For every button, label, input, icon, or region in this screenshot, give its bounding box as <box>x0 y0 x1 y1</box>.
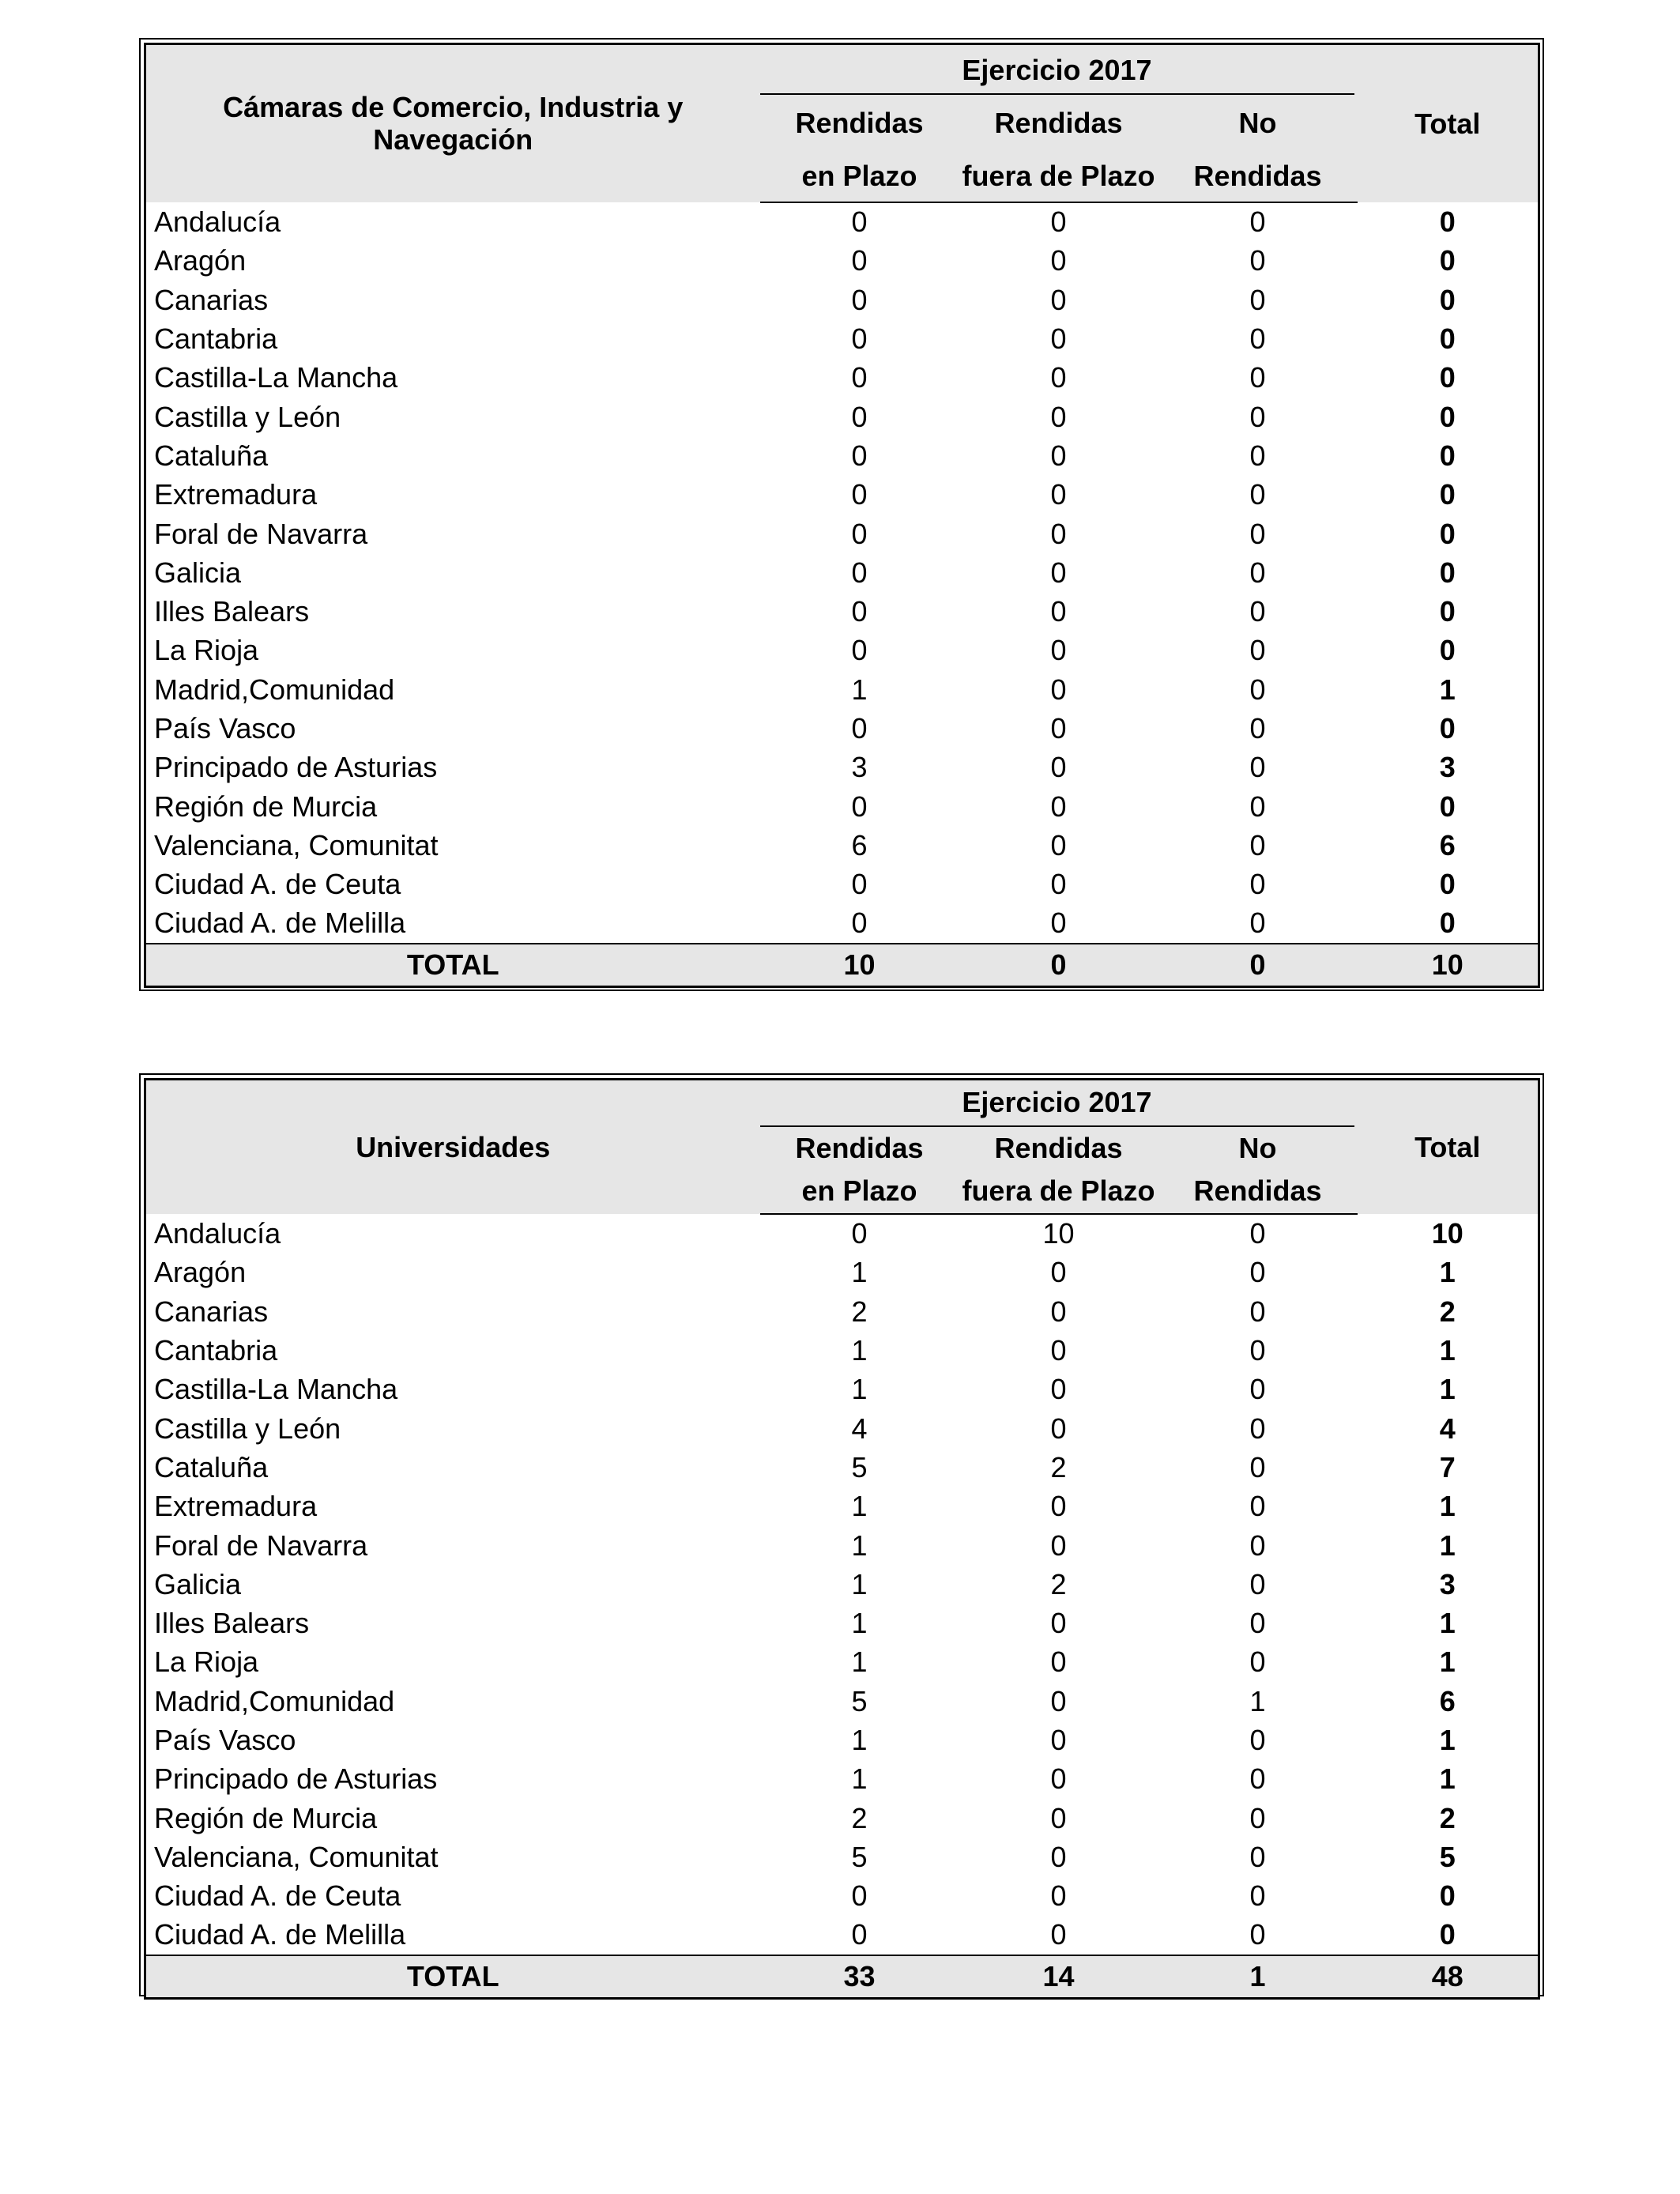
universidades-table <box>144 1078 1540 2000</box>
total-heading: Total <box>1358 1080 1539 1214</box>
col-a-heading-line1: Rendidas <box>760 1127 959 1170</box>
rendidas-en-plazo-cell: 0 <box>851 1879 868 1913</box>
rendidas-en-plazo-cell: 3 <box>851 751 868 784</box>
col-a-heading-line1: Rendidas <box>760 95 959 152</box>
region-cell: Valenciana, Comunitat <box>154 828 439 861</box>
region-cell: Castilla y León <box>154 400 341 433</box>
no-rendidas-cell: 0 <box>1249 283 1266 316</box>
rendidas-fuera-plazo-cell: 0 <box>1050 400 1067 433</box>
region-cell: Extremadura <box>154 478 318 511</box>
row-total-cell: 3 <box>1439 1567 1456 1600</box>
region-cell: Foral de Navarra <box>154 1529 368 1562</box>
rendidas-en-plazo-cell: 0 <box>851 283 868 316</box>
region-cell: Cantabria <box>154 322 278 356</box>
rendidas-en-plazo-cell: 5 <box>851 1684 868 1717</box>
row-total-cell: 0 <box>1439 907 1456 940</box>
no-rendidas-cell: 0 <box>1249 205 1266 239</box>
camaras-table-body <box>145 202 1539 944</box>
row-total-cell: 0 <box>1439 1879 1456 1913</box>
no-rendidas-cell: 0 <box>1249 634 1266 667</box>
total-row-b: 0 <box>959 944 1158 987</box>
no-rendidas-cell: 0 <box>1249 1295 1266 1328</box>
camaras-table-frame <box>139 38 1544 991</box>
table-row <box>145 748 1539 787</box>
rendidas-en-plazo-cell: 1 <box>851 1256 868 1289</box>
rendidas-en-plazo-cell: 4 <box>851 1412 868 1445</box>
total-row-label: TOTAL <box>145 1955 760 1999</box>
rendidas-fuera-plazo-cell: 0 <box>1050 1295 1067 1328</box>
rendidas-fuera-plazo-cell: 0 <box>1050 595 1067 628</box>
total-row-c: 0 <box>1158 944 1358 987</box>
table-row <box>145 281 1539 319</box>
no-rendidas-cell: 0 <box>1249 907 1266 940</box>
universidades-table-header <box>145 1080 1539 1214</box>
rendidas-fuera-plazo-cell: 2 <box>1050 1567 1067 1600</box>
row-total-cell: 1 <box>1439 1607 1456 1640</box>
no-rendidas-cell: 0 <box>1249 1256 1266 1289</box>
rendidas-fuera-plazo-cell: 0 <box>1050 1879 1067 1913</box>
rendidas-fuera-plazo-cell: 0 <box>1050 907 1067 940</box>
region-cell: Canarias <box>154 283 269 316</box>
table-row <box>145 1526 1539 1565</box>
rendidas-fuera-plazo-cell: 0 <box>1050 751 1067 784</box>
table-row <box>145 1487 1539 1526</box>
col-c-heading-line2: Rendidas <box>1158 152 1358 202</box>
rendidas-en-plazo-cell: 0 <box>851 439 868 472</box>
rendidas-fuera-plazo-cell: 0 <box>1050 1762 1067 1796</box>
total-row-a: 33 <box>760 1955 959 1999</box>
region-cell: Aragón <box>154 1256 247 1289</box>
universidades-table-body <box>145 1214 1539 1956</box>
rendidas-fuera-plazo-cell: 0 <box>1050 1412 1067 1445</box>
table-row <box>145 1877 1539 1916</box>
rendidas-fuera-plazo-cell: 0 <box>1050 1529 1067 1562</box>
region-cell: Valenciana, Comunitat <box>154 1840 439 1873</box>
no-rendidas-cell: 0 <box>1249 595 1266 628</box>
no-rendidas-cell: 0 <box>1249 1840 1266 1873</box>
table-row <box>145 1448 1539 1487</box>
no-rendidas-cell: 0 <box>1249 1373 1266 1406</box>
no-rendidas-cell: 0 <box>1249 244 1266 277</box>
rendidas-en-plazo-cell: 0 <box>851 790 868 823</box>
no-rendidas-cell: 0 <box>1249 1334 1266 1367</box>
rendidas-en-plazo-cell: 0 <box>851 361 868 394</box>
region-cell: Ciudad A. de Melilla <box>154 1918 406 1951</box>
table-row <box>145 904 1539 944</box>
rendidas-fuera-plazo-cell: 0 <box>1050 556 1067 589</box>
row-total-cell: 0 <box>1439 634 1456 667</box>
row-total-cell: 1 <box>1439 1490 1456 1523</box>
no-rendidas-cell: 0 <box>1249 1607 1266 1640</box>
table-row <box>145 865 1539 904</box>
rendidas-fuera-plazo-cell: 2 <box>1050 1450 1067 1483</box>
total-row-total: 48 <box>1358 1955 1539 1999</box>
row-total-cell: 1 <box>1439 1646 1456 1679</box>
col-b-heading-line2: fuera de Plazo <box>959 1170 1158 1214</box>
rendidas-fuera-plazo-cell: 0 <box>1050 478 1067 511</box>
row-total-cell: 1 <box>1439 673 1456 706</box>
table-row <box>145 592 1539 631</box>
no-rendidas-cell: 0 <box>1249 1918 1266 1951</box>
row-total-cell: 0 <box>1439 868 1456 901</box>
table-row <box>145 787 1539 826</box>
row-total-cell: 0 <box>1439 439 1456 472</box>
rendidas-en-plazo-cell: 5 <box>851 1840 868 1873</box>
rendidas-en-plazo-cell: 1 <box>851 1762 868 1796</box>
no-rendidas-cell: 0 <box>1249 1412 1266 1445</box>
no-rendidas-cell: 0 <box>1249 517 1266 550</box>
table-row <box>145 1643 1539 1682</box>
table-row <box>145 826 1539 865</box>
table-row <box>145 515 1539 553</box>
region-cell: Cantabria <box>154 1334 278 1367</box>
row-total-cell: 0 <box>1439 478 1456 511</box>
table-row <box>145 359 1539 398</box>
rendidas-fuera-plazo-cell: 0 <box>1050 1607 1067 1640</box>
rendidas-fuera-plazo-cell: 0 <box>1050 828 1067 861</box>
rendidas-en-plazo-cell: 0 <box>851 868 868 901</box>
region-cell: País Vasco <box>154 1724 296 1756</box>
rendidas-fuera-plazo-cell: 0 <box>1050 868 1067 901</box>
rendidas-fuera-plazo-cell: 0 <box>1050 634 1067 667</box>
region-cell: Castilla-La Mancha <box>154 361 398 394</box>
table-row <box>145 1253 1539 1292</box>
total-row-b: 14 <box>959 1955 1158 1999</box>
region-cell: Illes Balears <box>154 1607 310 1640</box>
region-cell: Castilla-La Mancha <box>154 1373 398 1406</box>
row-total-cell: 0 <box>1439 517 1456 550</box>
region-cell: Extremadura <box>154 1490 318 1523</box>
no-rendidas-cell: 0 <box>1249 1567 1266 1600</box>
rendidas-en-plazo-cell: 1 <box>851 673 868 706</box>
rendidas-fuera-plazo-cell: 0 <box>1050 673 1067 706</box>
rendidas-fuera-plazo-cell: 0 <box>1050 1840 1067 1873</box>
table-row <box>145 1370 1539 1409</box>
rendidas-fuera-plazo-cell: 0 <box>1050 439 1067 472</box>
rendidas-en-plazo-cell: 0 <box>851 244 868 277</box>
col-c-heading-line1: No <box>1158 95 1358 152</box>
region-cell: Cataluña <box>154 1450 269 1483</box>
rendidas-en-plazo-cell: 0 <box>851 205 868 239</box>
region-cell: País Vasco <box>154 712 296 745</box>
universidades-table-frame <box>139 1073 1544 1996</box>
no-rendidas-cell: 0 <box>1249 1646 1266 1679</box>
rendidas-fuera-plazo-cell: 0 <box>1050 205 1067 239</box>
rendidas-fuera-plazo-cell: 0 <box>1050 1918 1067 1951</box>
table-row <box>145 631 1539 670</box>
region-cell: Región de Murcia <box>154 790 378 823</box>
rendidas-en-plazo-cell: 1 <box>851 1334 868 1367</box>
rendidas-en-plazo-cell: 0 <box>851 1918 868 1951</box>
row-total-cell: 4 <box>1439 1412 1456 1445</box>
row-total-cell: 1 <box>1439 1529 1456 1562</box>
rendidas-en-plazo-cell: 1 <box>851 1373 868 1406</box>
region-cell: Principado de Asturias <box>154 1762 438 1796</box>
table-row <box>145 1682 1539 1721</box>
rendidas-en-plazo-cell: 1 <box>851 1607 868 1640</box>
total-row-total: 10 <box>1358 944 1539 987</box>
table-row <box>145 242 1539 281</box>
table-row <box>145 436 1539 475</box>
no-rendidas-cell: 0 <box>1249 1450 1266 1483</box>
no-rendidas-cell: 0 <box>1249 322 1266 356</box>
table-row <box>145 1565 1539 1604</box>
row-total-cell: 6 <box>1439 828 1456 861</box>
camaras-table-header <box>145 44 1539 202</box>
col-b-heading-line2: fuera de Plazo <box>959 152 1158 202</box>
camaras-table-footer <box>145 944 1539 987</box>
total-row-a: 10 <box>760 944 959 987</box>
region-cell: Principado de Asturias <box>154 751 438 784</box>
rendidas-fuera-plazo-cell: 0 <box>1050 1373 1067 1406</box>
camaras-table <box>144 43 1540 988</box>
region-cell: Illes Balears <box>154 595 310 628</box>
rendidas-en-plazo-cell: 0 <box>851 322 868 356</box>
rendidas-en-plazo-cell: 0 <box>851 595 868 628</box>
rendidas-fuera-plazo-cell: 0 <box>1050 1801 1067 1834</box>
row-total-cell: 0 <box>1439 244 1456 277</box>
region-cell: Aragón <box>154 244 247 277</box>
rendidas-en-plazo-cell: 1 <box>851 1490 868 1523</box>
period-heading: Ejercicio 2017 <box>760 1080 1358 1127</box>
region-cell: Ciudad A. de Melilla <box>154 907 406 940</box>
period-heading: Ejercicio 2017 <box>760 44 1358 95</box>
row-total-cell: 0 <box>1439 1918 1456 1951</box>
no-rendidas-cell: 0 <box>1249 1762 1266 1796</box>
row-total-cell: 2 <box>1439 1295 1456 1328</box>
no-rendidas-cell: 0 <box>1249 790 1266 823</box>
row-total-cell: 1 <box>1439 1256 1456 1289</box>
row-total-cell: 0 <box>1439 790 1456 823</box>
table-row <box>145 1721 1539 1759</box>
rendidas-fuera-plazo-cell: 0 <box>1050 1490 1067 1523</box>
row-total-cell: 0 <box>1439 556 1456 589</box>
table-row <box>145 709 1539 748</box>
rendidas-fuera-plazo-cell: 0 <box>1050 790 1067 823</box>
no-rendidas-cell: 0 <box>1249 712 1266 745</box>
row-total-cell: 0 <box>1439 361 1456 394</box>
region-cell: La Rioja <box>154 634 259 667</box>
row-total-cell: 0 <box>1439 322 1456 356</box>
rendidas-en-plazo-cell: 1 <box>851 1567 868 1600</box>
no-rendidas-cell: 0 <box>1249 1490 1266 1523</box>
total-row-label: TOTAL <box>145 944 760 987</box>
region-cell: Madrid,Comunidad <box>154 1684 395 1717</box>
no-rendidas-cell: 0 <box>1249 400 1266 433</box>
region-cell: La Rioja <box>154 1646 259 1679</box>
rendidas-fuera-plazo-cell: 0 <box>1050 1684 1067 1717</box>
row-total-cell: 1 <box>1439 1762 1456 1796</box>
total-row-c: 1 <box>1158 1955 1358 1999</box>
rendidas-en-plazo-cell: 0 <box>851 634 868 667</box>
region-cell: Región de Murcia <box>154 1801 378 1834</box>
total-row <box>145 944 1539 987</box>
rendidas-en-plazo-cell: 0 <box>851 478 868 511</box>
no-rendidas-cell: 0 <box>1249 1801 1266 1834</box>
row-total-cell: 3 <box>1439 751 1456 784</box>
rendidas-en-plazo-cell: 0 <box>851 712 868 745</box>
rendidas-en-plazo-cell: 1 <box>851 1724 868 1756</box>
rendidas-en-plazo-cell: 2 <box>851 1801 868 1834</box>
no-rendidas-cell: 0 <box>1249 868 1266 901</box>
col-a-heading-line2: en Plazo <box>760 152 959 202</box>
rendidas-en-plazo-cell: 6 <box>851 828 868 861</box>
table-row <box>145 1409 1539 1448</box>
region-cell: Galicia <box>154 1567 242 1600</box>
rendidas-fuera-plazo-cell: 0 <box>1050 1334 1067 1367</box>
rendidas-fuera-plazo-cell: 0 <box>1050 517 1067 550</box>
region-cell: Cataluña <box>154 439 269 472</box>
row-total-cell: 10 <box>1431 1216 1463 1250</box>
total-heading: Total <box>1358 44 1539 202</box>
rendidas-fuera-plazo-cell: 0 <box>1050 361 1067 394</box>
table-row <box>145 1331 1539 1370</box>
table-row <box>145 1604 1539 1642</box>
no-rendidas-cell: 1 <box>1249 1684 1266 1717</box>
rendidas-fuera-plazo-cell: 0 <box>1050 712 1067 745</box>
col-b-heading-line1: Rendidas <box>959 1127 1158 1170</box>
table-row <box>145 202 1539 242</box>
table-row <box>145 1838 1539 1876</box>
rendidas-en-plazo-cell: 0 <box>851 400 868 433</box>
no-rendidas-cell: 0 <box>1249 478 1266 511</box>
table-row <box>145 553 1539 592</box>
rendidas-en-plazo-cell: 0 <box>851 517 868 550</box>
table-row <box>145 1760 1539 1799</box>
entity-heading: Universidades <box>145 1080 760 1214</box>
col-a-heading-line2: en Plazo <box>760 1170 959 1214</box>
region-cell: Ciudad A. de Ceuta <box>154 1879 401 1913</box>
rendidas-fuera-plazo-cell: 0 <box>1050 1724 1067 1756</box>
region-cell: Andalucía <box>154 1216 281 1250</box>
row-total-cell: 1 <box>1439 1334 1456 1367</box>
no-rendidas-cell: 0 <box>1249 556 1266 589</box>
entity-heading: Cámaras de Comercio, Industria y Navegación <box>145 44 760 202</box>
rendidas-en-plazo-cell: 0 <box>851 1217 868 1250</box>
rendidas-en-plazo-cell: 5 <box>851 1450 868 1483</box>
table-row <box>145 1799 1539 1838</box>
row-total-cell: 0 <box>1439 205 1456 238</box>
row-total-cell: 0 <box>1439 712 1456 745</box>
rendidas-en-plazo-cell: 0 <box>851 907 868 940</box>
row-total-cell: 0 <box>1439 400 1456 433</box>
rendidas-fuera-plazo-cell: 10 <box>1042 1217 1075 1250</box>
no-rendidas-cell: 0 <box>1249 673 1266 706</box>
no-rendidas-cell: 0 <box>1249 1879 1266 1913</box>
table-row <box>145 1292 1539 1331</box>
region-cell: Madrid,Comunidad <box>154 673 395 706</box>
row-total-cell: 2 <box>1439 1801 1456 1834</box>
no-rendidas-cell: 0 <box>1249 361 1266 394</box>
no-rendidas-cell: 0 <box>1249 828 1266 861</box>
rendidas-fuera-plazo-cell: 0 <box>1050 322 1067 356</box>
region-cell: Ciudad A. de Ceuta <box>154 868 401 901</box>
total-row <box>145 1955 1539 1999</box>
col-b-heading-line1: Rendidas <box>959 95 1158 152</box>
rendidas-en-plazo-cell: 1 <box>851 1529 868 1562</box>
no-rendidas-cell: 0 <box>1249 1529 1266 1562</box>
row-total-cell: 1 <box>1439 1724 1456 1756</box>
region-cell: Canarias <box>154 1295 269 1328</box>
no-rendidas-cell: 0 <box>1249 1217 1266 1250</box>
row-total-cell: 6 <box>1439 1684 1456 1717</box>
row-total-cell: 1 <box>1439 1373 1456 1406</box>
row-total-cell: 7 <box>1439 1450 1456 1483</box>
rendidas-en-plazo-cell: 0 <box>851 556 868 589</box>
row-total-cell: 5 <box>1439 1840 1456 1873</box>
row-total-cell: 0 <box>1439 283 1456 316</box>
table-row <box>145 398 1539 436</box>
universidades-table-footer <box>145 1955 1539 1999</box>
no-rendidas-cell: 0 <box>1249 439 1266 472</box>
row-total-cell: 0 <box>1439 595 1456 628</box>
rendidas-fuera-plazo-cell: 0 <box>1050 1646 1067 1679</box>
region-cell: Foral de Navarra <box>154 517 368 550</box>
rendidas-fuera-plazo-cell: 0 <box>1050 244 1067 277</box>
no-rendidas-cell: 0 <box>1249 1724 1266 1756</box>
col-c-heading-line1: No <box>1158 1127 1358 1170</box>
table-row <box>145 476 1539 515</box>
rendidas-en-plazo-cell: 2 <box>851 1295 868 1328</box>
rendidas-fuera-plazo-cell: 0 <box>1050 283 1067 316</box>
rendidas-en-plazo-cell: 1 <box>851 1646 868 1679</box>
region-cell: Galicia <box>154 556 242 589</box>
rendidas-fuera-plazo-cell: 0 <box>1050 1256 1067 1289</box>
table-row <box>145 1916 1539 1955</box>
table-row <box>145 1214 1539 1253</box>
col-c-heading-line2: Rendidas <box>1158 1170 1358 1214</box>
region-cell: Andalucía <box>154 205 281 238</box>
region-cell: Castilla y León <box>154 1412 341 1445</box>
table-row <box>145 319 1539 358</box>
table-row <box>145 670 1539 709</box>
no-rendidas-cell: 0 <box>1249 751 1266 784</box>
